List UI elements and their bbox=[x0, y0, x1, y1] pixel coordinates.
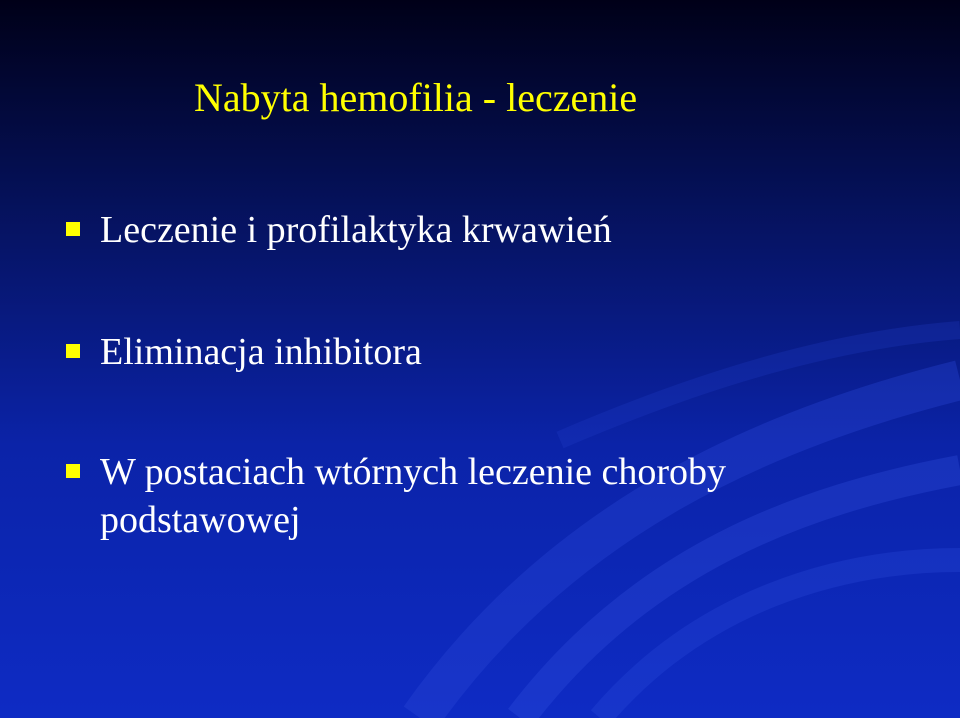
slide-title: Nabyta hemofilia - leczenie bbox=[194, 75, 638, 120]
square-bullet-icon bbox=[66, 464, 80, 478]
square-bullet-icon bbox=[66, 344, 80, 358]
bullet-item bbox=[66, 328, 860, 376]
square-bullet-icon bbox=[66, 222, 80, 236]
bullet-item bbox=[66, 206, 860, 254]
bullet-text: Leczenie i profilaktyka krwawień bbox=[100, 209, 612, 251]
bullet-text: W postaciach wtórnych leczenie choroby podstawowej bbox=[100, 451, 727, 541]
bullet-item bbox=[66, 448, 860, 544]
bullet-text: Eliminacja inhibitora bbox=[100, 331, 422, 373]
